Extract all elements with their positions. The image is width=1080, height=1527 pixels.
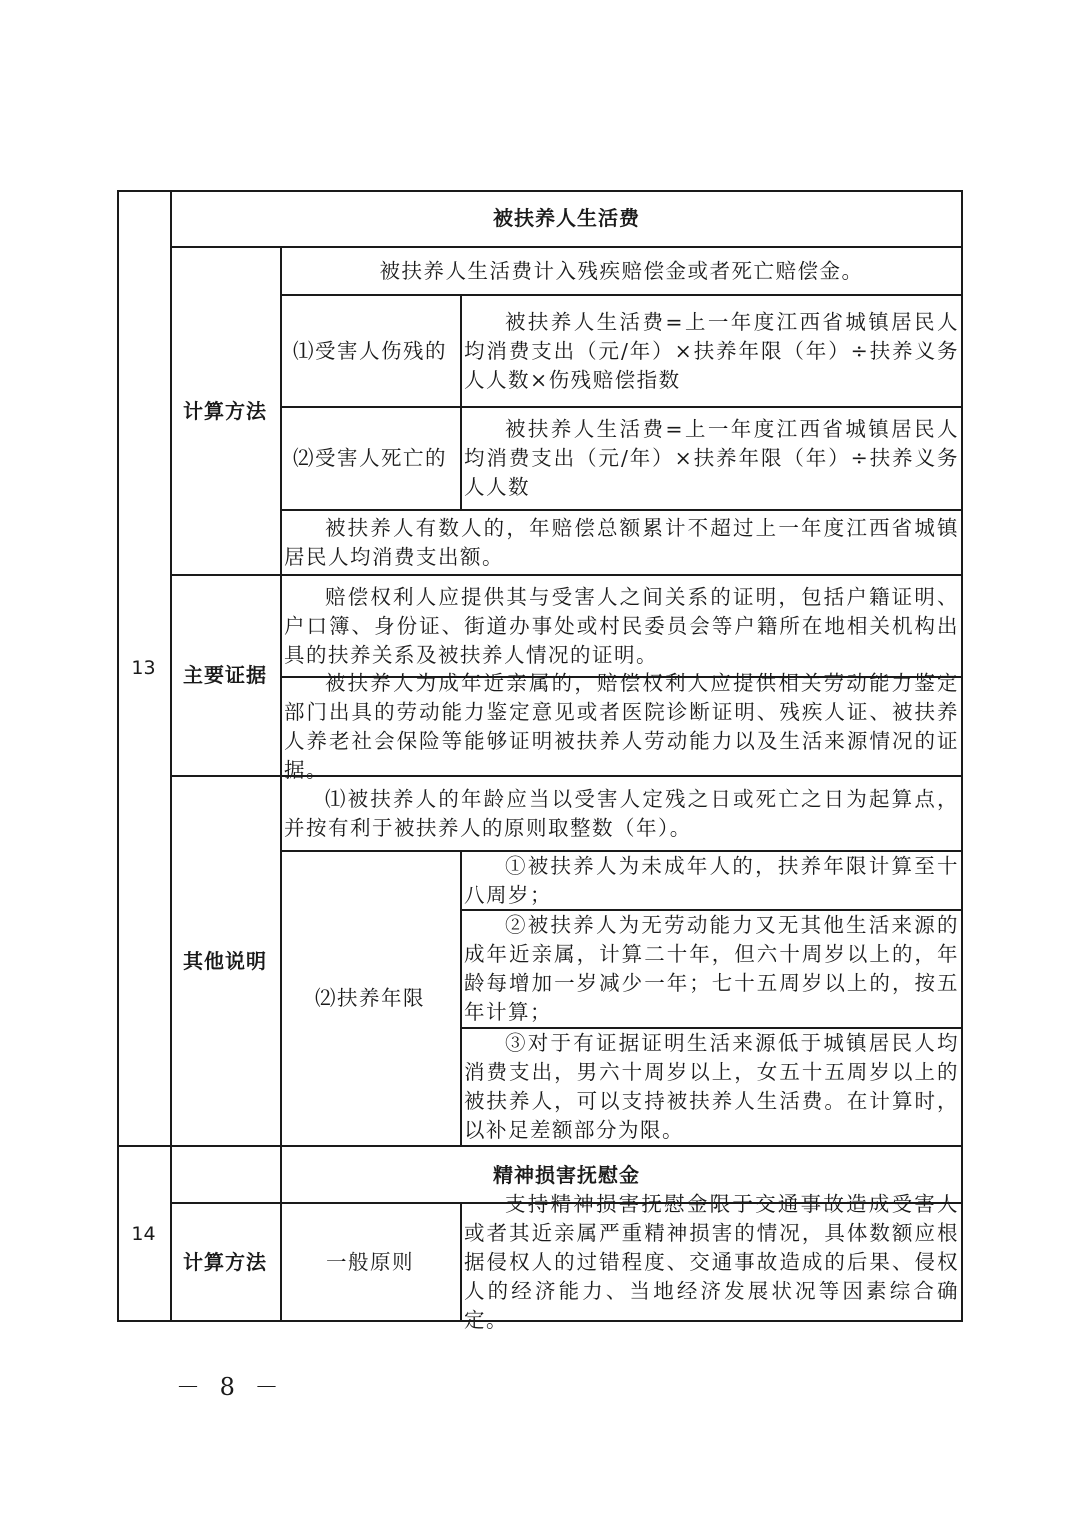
calc-method-label: 计算方法 <box>183 398 267 423</box>
row-number-14: 14 <box>131 1223 156 1245</box>
general-principle-label: 一般原则 <box>326 1250 414 1274</box>
support-years-item-3: ③对于有证据证明生活来源低于城镇居民人均消费支出，男六十周岁以上，女五十五周岁以上的被扶养人，可以支持被扶养人生活费。在计算时，以补足差额部分为限。 <box>464 1031 959 1142</box>
case-death-formula: 被扶养人生活费=上一年度江西省城镇居民人均消费支出（元/年）×扶养年限（年）÷扶养义务人人数 <box>464 417 959 499</box>
evidence-paragraph-2: 被扶养人为成年近亲属的，赔偿权利人应提供相关劳动能力鉴定部门出具的劳动能力鉴定意见或者医院诊断证明、残疾人证、被扶养人养老社会保险等能够证明被扶养人劳动能力以及生活来源情况的证据。 <box>284 670 959 782</box>
page-number: － 8 － <box>176 1373 285 1401</box>
calc-intro: 被扶养人生活费计入残疾赔偿金或者死亡赔偿金。 <box>379 258 864 283</box>
row-number-13: 13 <box>131 656 156 679</box>
support-years-item-2: ②被扶养人为无劳动能力又无其他生活来源的成年近亲属，计算二十年，但六十周岁以上的，年龄每增加一岁减少一年；七十五周岁以上的，按五年计算； <box>464 913 959 1024</box>
age-calculation-note: ⑴被扶养人的年龄应当以受害人定残之日或死亡之日为起算点，并按有利于被扶养人的原则取整数（年）。 <box>284 786 959 840</box>
evidence-label: 主要证据 <box>183 663 267 687</box>
section-title-dependent-living-expenses: 被扶养人生活费 <box>493 206 640 230</box>
case-disability-label: ⑴受害人伤残的 <box>293 338 447 363</box>
other-notes-label: 其他说明 <box>183 948 267 973</box>
evidence-paragraph-1: 赔偿权利人应提供其与受害人之间关系的证明，包括户籍证明、户口簿、身份证、街道办事处或村民委员会等户籍所在地相关机构出具的扶养关系及被扶养人情况的证明。 <box>284 584 959 667</box>
case-disability-formula: 被扶养人生活费=上一年度江西省城镇居民人均消费支出（元/年）×扶养年限（年）÷扶养义务人人数×伤残赔偿指数 <box>464 309 959 392</box>
support-years-label: ⑵扶养年限 <box>315 986 425 1010</box>
support-years-item-1: ①被扶养人为未成年人的，扶养年限计算至十八周岁； <box>464 853 959 907</box>
section-title-mental-damage-compensation: 精神损害抚慰金 <box>493 1162 640 1187</box>
general-principle-text: 支持精神损害抚慰金限于交通事故造成受害人或者其近亲属严重精神损害的情况，具体数额应根据侵权人的过错程度、交通事故造成的后果、侵权人的经济能力、当地经济发展状况等因素综合确定。 <box>464 1192 959 1332</box>
multiple-dependents-note: 被扶养人有数人的，年赔偿总额累计不超过上一年度江西省城镇居民人均消费支出额。 <box>284 515 959 569</box>
case-death-label: ⑵受害人死亡的 <box>293 446 447 470</box>
calc-method-label-14: 计算方法 <box>183 1250 267 1274</box>
